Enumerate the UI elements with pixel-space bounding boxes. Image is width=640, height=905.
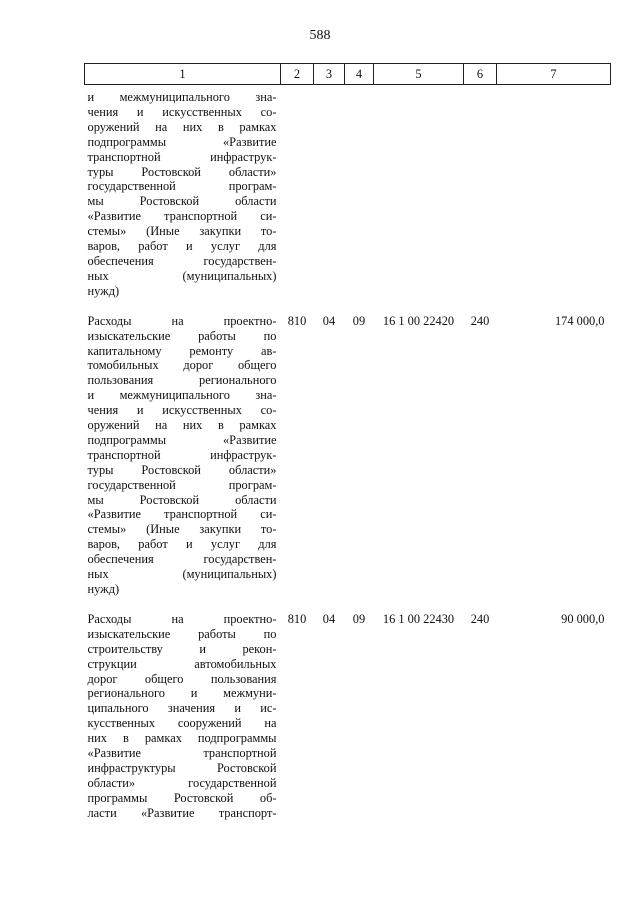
description-line: регионального и межмуни- xyxy=(87,686,277,701)
section-code xyxy=(314,85,345,309)
description-line: инфраструктуры Ростовской xyxy=(87,760,277,775)
description-line: ных (муниципальных) xyxy=(87,567,277,582)
expense-type-code xyxy=(464,85,497,309)
description-line: обеспечения государствен- xyxy=(87,253,277,268)
description-line: «Развитие транспортной си- xyxy=(87,209,277,224)
description-line: мы Ростовской области xyxy=(87,194,277,209)
section-code: 04 xyxy=(322,313,336,328)
description-line: подпрограммы «Развитие xyxy=(87,134,277,149)
description-line: кусственных сооружений на xyxy=(87,716,277,731)
header-row xyxy=(85,64,611,85)
description-line: туры Ростовской области» xyxy=(87,462,277,477)
subsection-code: 09 xyxy=(352,611,366,626)
description-line: капитальному ремонту ав- xyxy=(87,343,277,358)
column-header-6: 6 xyxy=(464,64,497,85)
target-article-code: 16 1 00 22420 xyxy=(382,313,455,328)
amount-value: 90 000,0 xyxy=(561,611,605,626)
budget-table xyxy=(84,63,611,831)
description-line: мы Ростовской области xyxy=(87,492,277,507)
description-line: государственной програм- xyxy=(87,477,277,492)
description-line: и межмуниципального зна- xyxy=(87,388,277,403)
description-line: них в рамках подпрограммы xyxy=(87,731,277,746)
column-header-3: 3 xyxy=(314,64,345,85)
table-row xyxy=(85,309,611,607)
ministry-code: 810 xyxy=(287,611,307,626)
section-code: 04 xyxy=(322,611,336,626)
description-line: изыскательские работы по xyxy=(87,626,277,641)
description-line: дорог общего пользования xyxy=(87,671,277,686)
row-description xyxy=(85,85,281,309)
description-line: ных (муниципальных) xyxy=(87,268,277,283)
expense-type-code: 240 xyxy=(470,611,490,626)
subsection-code: 09 xyxy=(352,313,366,328)
description-line: транспортной инфраструк- xyxy=(87,149,277,164)
amount-value: 174 000,0 xyxy=(554,313,605,328)
page-number: 588 xyxy=(309,28,331,43)
description-line: нужд) xyxy=(87,283,120,298)
description-line: строительству и рекон- xyxy=(87,641,277,656)
description-line: варов, работ и услуг для xyxy=(87,239,277,254)
subsection-code xyxy=(345,85,374,309)
description-line: «Развитие транспортной си- xyxy=(87,507,277,522)
description-line: «Развитие транспортной xyxy=(87,746,277,761)
column-header-7: 7 xyxy=(497,64,611,85)
table-row xyxy=(85,607,611,831)
description-line: стемы» (Иные закупки то- xyxy=(87,224,277,239)
description-line: Расходы на проектно- xyxy=(87,611,277,626)
description-line: подпрограммы «Развитие xyxy=(87,432,277,447)
column-header-5: 5 xyxy=(374,64,464,85)
description-line: струкции автомобильных xyxy=(87,656,277,671)
row-description xyxy=(85,607,281,831)
description-line: транспортной инфраструк- xyxy=(87,447,277,462)
row-description xyxy=(85,309,281,607)
description-line: и межмуниципального зна- xyxy=(87,90,277,104)
description-line: оружений на них в рамках xyxy=(87,418,277,433)
description-line: чения и искусственных со- xyxy=(87,104,277,119)
table-row xyxy=(85,85,611,309)
description-line: нужд) xyxy=(87,582,120,596)
target-article-code: 16 1 00 22430 xyxy=(382,611,455,626)
column-header-4: 4 xyxy=(345,64,374,85)
expense-type-code: 240 xyxy=(470,313,490,328)
description-line: стемы» (Иные закупки то- xyxy=(87,522,277,537)
column-header-2: 2 xyxy=(281,64,314,85)
description-line: пользования регионального xyxy=(87,373,277,388)
description-line: оружений на них в рамках xyxy=(87,119,277,134)
ministry-code: 810 xyxy=(287,313,307,328)
description-line: программы Ростовской об- xyxy=(87,790,277,805)
column-header-1: 1 xyxy=(85,64,281,85)
description-line: ласти «Развитие транспорт- xyxy=(87,805,277,820)
target-article-code xyxy=(374,85,464,309)
amount-value xyxy=(497,85,611,309)
description-line: обеспечения государствен- xyxy=(87,552,277,567)
description-line: Расходы на проектно- xyxy=(87,313,277,328)
description-line: чения и искусственных со- xyxy=(87,403,277,418)
description-line: туры Ростовской области» xyxy=(87,164,277,179)
description-line: ципального значения и ис- xyxy=(87,701,277,716)
description-line: области» государственной xyxy=(87,775,277,790)
ministry-code xyxy=(281,85,314,309)
description-line: изыскательские работы по xyxy=(87,328,277,343)
description-line: томобильных дорог общего xyxy=(87,358,277,373)
description-line: варов, работ и услуг для xyxy=(87,537,277,552)
description-line: государственной програм- xyxy=(87,179,277,194)
